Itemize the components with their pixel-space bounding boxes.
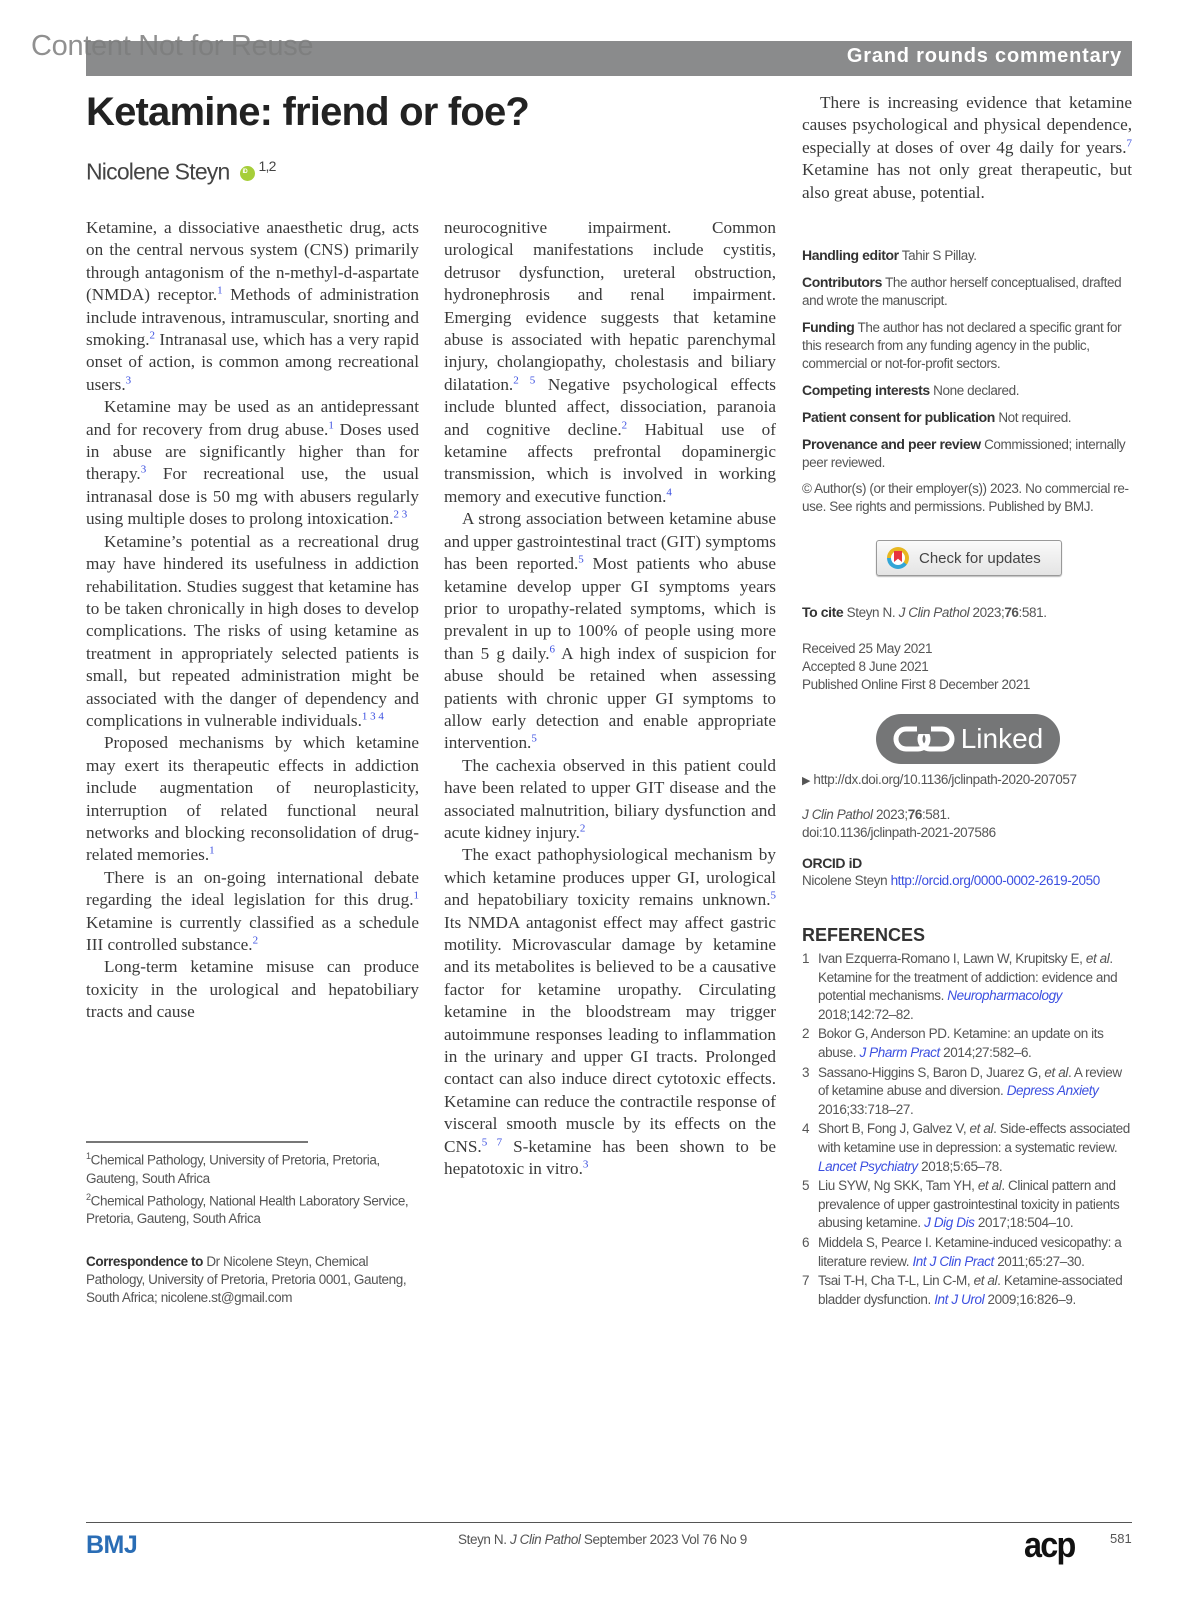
body-paragraph bbox=[86, 732, 419, 866]
orcid-icon[interactable] bbox=[240, 166, 255, 181]
footer-issue: September 2023 Vol 76 No 9 bbox=[580, 1532, 747, 1547]
meta-competing-interests bbox=[802, 381, 1132, 400]
meta-text: The author has not declared a specific grant for this research from any funding agency in the public, commercial or not-for-profit sectors. bbox=[802, 320, 1122, 371]
citation-link[interactable]: 1 bbox=[413, 889, 419, 902]
meta-label: Patient consent for publication bbox=[802, 409, 995, 425]
reference-journal-link[interactable]: Int J Clin Pract bbox=[912, 1253, 994, 1269]
linked-doi-link[interactable]: http://dx.doi.org/10.1136/jclinpath-2020-207057 bbox=[813, 772, 1077, 787]
citation-block bbox=[802, 603, 1132, 622]
body-text: There is increasing evidence that ketamine causes psychological and physical dependence, especially at doses of over 4g daily for years. bbox=[802, 93, 1132, 157]
reference-text: Ivan Ezquerra-Romano I, Lawn W, Krupitsky E, et al. Ketamine for the treatment of addiction: evidence and potential mechanisms. Neuropharmacology 2018;142:72–82. bbox=[818, 951, 1118, 1022]
citation-link[interactable]: 4 bbox=[666, 486, 672, 499]
orcid-block bbox=[802, 854, 1132, 890]
citation-link[interactable]: 1 bbox=[209, 844, 215, 857]
body-text: The exact pathophysiological mechanism by which ketamine produces upper GI, urological and hepatobiliary toxicity remains unknown. bbox=[444, 845, 776, 910]
body-text: Ketamine may be used as an antidepressant and for recovery from drug abuse. bbox=[86, 397, 419, 439]
affiliations bbox=[86, 1147, 416, 1228]
reference-journal-link[interactable]: Neuropharmacology bbox=[947, 988, 1063, 1004]
crossmark-icon bbox=[887, 547, 909, 569]
citation-link[interactable]: 5 bbox=[531, 732, 537, 745]
affiliation-text: Chemical Pathology, National Health Laboratory Service, Pretoria, Gauteng, South Africa bbox=[86, 1193, 409, 1226]
reference-item bbox=[802, 1272, 1132, 1309]
orcid-link[interactable]: http://orcid.org/0000-0002-2619-2050 bbox=[890, 873, 1100, 888]
footer-divider bbox=[86, 1522, 1132, 1523]
author-affiliation-refs: 1,2 bbox=[258, 158, 276, 174]
bmj-logo: BMJ bbox=[86, 1531, 138, 1559]
article-doi: doi:10.1136/jclinpath-2021-207586 bbox=[802, 825, 996, 840]
citation-link[interactable]: 1 bbox=[217, 284, 223, 297]
reference-item bbox=[802, 1234, 1132, 1271]
check-for-updates-label: Check for updates bbox=[919, 549, 1041, 567]
footer-author: Steyn N. bbox=[458, 1532, 510, 1547]
body-text: Long-term ketamine misuse can produce toxicity in the urological and hepatobiliary tracts and cause bbox=[86, 957, 419, 1022]
citation-link[interactable]: 2 bbox=[579, 822, 586, 835]
reference-number: 4 bbox=[802, 1121, 810, 1137]
meta-label: Funding bbox=[802, 319, 855, 335]
citation-link[interactable]: 5 bbox=[578, 553, 584, 566]
body-paragraph bbox=[444, 844, 776, 1180]
reference-journal-link[interactable]: Depress Anxiety bbox=[1006, 1083, 1099, 1099]
reference-text: Tsai T-H, Cha T-L, Lin C-M, et al. Ketamine-associated bladder dysfunction. Int J Urol 2009;16:826–9. bbox=[818, 1273, 1123, 1307]
body-paragraph bbox=[444, 755, 776, 845]
body-text: Habitual use of ketamine affects prefrontal dopaminergic transmission, which is involved in working memory and executive function. bbox=[444, 419, 776, 506]
footnote-divider bbox=[86, 1141, 308, 1143]
citation-link[interactable]: 5 7 bbox=[481, 1135, 503, 1148]
watermark: Content Not for Reuse bbox=[31, 30, 314, 62]
meta-handling-editor bbox=[802, 246, 1132, 265]
cite-page: :581. bbox=[1018, 605, 1047, 620]
body-paragraph bbox=[86, 531, 419, 733]
cite-volume: 76 bbox=[1004, 605, 1019, 620]
linked-label: Linked bbox=[960, 723, 1044, 754]
author-name: Nicolene Steyn bbox=[86, 158, 230, 185]
body-text: A strong association between ketamine abuse and upper gastrointestinal tract (GIT) symptoms has been reported. bbox=[444, 509, 776, 574]
reference-number: 5 bbox=[802, 1178, 810, 1194]
cite-author: Steyn N. bbox=[846, 605, 896, 620]
meta-label: Contributors bbox=[802, 274, 882, 290]
citation-link[interactable]: 6 bbox=[549, 642, 556, 655]
acp-logo: acp bbox=[1024, 1524, 1075, 1565]
journal-name: J Clin Pathol bbox=[802, 807, 873, 822]
citation-link[interactable]: 2 bbox=[149, 329, 156, 342]
reference-number: 1 bbox=[802, 951, 810, 966]
accepted-date: Accepted 8 June 2021 bbox=[802, 659, 929, 674]
published-date: Published Online First 8 December 2021 bbox=[802, 677, 1030, 692]
reference-text: Short B, Fong J, Galvez V, et al. Side-effects associated with ketamine use in depression: a systematic review. Lancet Psychiatry 2018;5:65–78. bbox=[818, 1121, 1130, 1174]
body-text: Ketamine is currently classified as a schedule III controlled substance. bbox=[86, 912, 419, 954]
reference-journal-link[interactable]: J Pharm Pract bbox=[859, 1044, 940, 1060]
journal-reference bbox=[802, 806, 1132, 842]
body-text: For recreational use, the usual intranasal dose is 50 mg with abusers regularly using multiple doses to prolong intoxication. bbox=[86, 464, 419, 529]
chain-link-icon bbox=[893, 726, 955, 752]
body-column-2 bbox=[444, 217, 776, 1180]
meta-label: Competing interests bbox=[802, 382, 930, 398]
reference-text: Bokor G, Anderson PD. Ketamine: an update on its abuse. J Pharm Pract 2014;27:582–6. bbox=[818, 1026, 1104, 1060]
reference-item bbox=[802, 1025, 1132, 1062]
journal-page: :581. bbox=[921, 807, 950, 822]
reference-journal-link[interactable]: Int J Urol bbox=[934, 1291, 985, 1307]
affiliation-item bbox=[86, 1147, 416, 1188]
citation-link[interactable]: 2 bbox=[621, 418, 628, 431]
meta-provenance bbox=[802, 435, 1132, 472]
reference-number: 6 bbox=[802, 1234, 810, 1250]
citation-link[interactable]: 2 bbox=[252, 934, 259, 947]
citation-link[interactable]: 2 5 bbox=[513, 374, 536, 387]
body-text: Ketamine has not only great therapeutic, but also great abuse, potential. bbox=[802, 160, 1132, 202]
correspondence bbox=[86, 1253, 416, 1307]
body-paragraph bbox=[86, 396, 419, 530]
affiliation-item bbox=[86, 1188, 416, 1229]
linked-badge[interactable] bbox=[876, 714, 1060, 764]
check-for-updates-button[interactable] bbox=[876, 540, 1062, 576]
citation-link[interactable]: 3 bbox=[140, 463, 147, 476]
reference-number: 3 bbox=[802, 1064, 810, 1080]
reference-number: 2 bbox=[802, 1026, 810, 1042]
reference-text: Liu SYW, Ng SKK, Tam YH, et al. Clinical pattern and prevalence of upper gastrointestinal toxicity in patients abusing ketamine. J Dig Dis 2017;18:504–10. bbox=[818, 1178, 1120, 1231]
journal-year: 2023; bbox=[872, 807, 908, 822]
triangle-right-icon: ▶ bbox=[802, 775, 811, 787]
citation-link[interactable]: 1 3 4 bbox=[361, 710, 384, 723]
reference-item bbox=[802, 1177, 1132, 1233]
body-text: neurocognitive impairment. Common urological manifestations include cystitis, detrusor dysfunction, ureteral obstruction, hydronephrosis and renal impairment. Emerging evidence suggests that ketamine abuse is associated with hepatic parenchymal injury, cholangiopathy, cholestasis and biliary dilatation. bbox=[444, 218, 776, 394]
body-paragraph bbox=[444, 508, 776, 754]
linked-article bbox=[802, 771, 1132, 790]
body-text: Most patients who abuse ketamine develop upper GI symptoms years prior to uropathy-related symptoms, which is prevalent in up to 100% of people using more than 5 g daily. bbox=[444, 554, 776, 663]
cite-label: To cite bbox=[802, 604, 844, 620]
body-paragraph bbox=[86, 867, 419, 957]
body-text: S-ketamine has been shown to be hepatotoxic in vitro. bbox=[444, 1136, 777, 1179]
correspondence-text: Dr Nicolene Steyn, Chemical Pathology, University of Pretoria, Pretoria 0001, Gauteng, South Africa; nicolene.st@gmail.com bbox=[86, 1254, 407, 1305]
body-text: There is an on-going international debate regarding the ideal legislation for this drug. bbox=[86, 867, 419, 910]
author-line bbox=[86, 158, 276, 186]
citation-link[interactable]: 1 bbox=[328, 418, 334, 431]
cite-journal: J Clin Pathol bbox=[898, 605, 970, 620]
footer-journal: J Clin Pathol bbox=[509, 1532, 581, 1547]
citation-link[interactable]: 7 bbox=[1126, 137, 1132, 150]
meta-text: Not required. bbox=[998, 410, 1072, 425]
journal-volume: 76 bbox=[907, 807, 922, 822]
body-paragraph bbox=[86, 217, 419, 396]
meta-text: None declared. bbox=[933, 383, 1020, 398]
citation-link[interactable]: 3 bbox=[125, 374, 132, 387]
copyright-notice: © Author(s) (or their employer(s)) 2023. No commercial re-use. See rights and permissions. Published by BMJ. bbox=[802, 481, 1129, 514]
meta-label: Handling editor bbox=[802, 247, 899, 263]
correspondence-label: Correspondence to bbox=[86, 1254, 203, 1269]
body-column-3 bbox=[802, 92, 1132, 204]
reference-text: Middela S, Pearce I. Ketamine-induced vesicopathy: a literature review. Int J Clin Pract 2011;65:27–30. bbox=[818, 1234, 1122, 1269]
body-paragraph bbox=[802, 92, 1132, 204]
body-text: Negative psychological effects include blunted affect, dissociation, paranoia and cognitive decline. bbox=[444, 374, 776, 439]
meta-funding bbox=[802, 318, 1132, 373]
body-paragraph bbox=[444, 217, 776, 508]
body-text: Intranasal use, which has a very rapid onset of action, is common among recreational users. bbox=[86, 330, 419, 394]
cite-year: 2023; bbox=[972, 605, 1005, 620]
meta-text: The author herself conceptualised, drafted and wrote the manuscript. bbox=[802, 275, 1122, 308]
body-text: Its NMDA antagonist effect may affect gastric motility. Microvascular damage by ketamine and its metabolites is believed to be a causative factor for ketamine uropathy. Circulating ketamine in the bloodstream may trigger autoimmune responses leading to inflammation in the urinary and upper GI tracts. Prolonged contact can also induce direct cytotoxic effects. Ketamine can reduce the contractile response of visceral smooth muscle by its effects on the CNS. bbox=[444, 912, 776, 1156]
footer-citation bbox=[458, 1532, 747, 1547]
reference-text: Sassano-Higgins S, Baron D, Juarez G, et al. A review of ketamine abuse and diversion. Depress Anxiety 2016;33:718–27. bbox=[818, 1064, 1122, 1117]
received-date: Received 25 May 2021 bbox=[802, 641, 933, 656]
orcid-name: Nicolene Steyn bbox=[802, 873, 888, 888]
article-metadata bbox=[802, 246, 1132, 524]
reference-item bbox=[802, 1120, 1132, 1176]
affiliation-number: 2 bbox=[86, 1191, 91, 1202]
reference-journal-link[interactable]: Lancet Psychiatry bbox=[818, 1158, 918, 1174]
orcid-heading: ORCID iD bbox=[802, 855, 862, 871]
affiliation-text: Chemical Pathology, University of Pretoria, Pretoria, Gauteng, South Africa bbox=[86, 1152, 380, 1186]
references-heading: REFERENCES bbox=[802, 925, 926, 945]
body-text: Proposed mechanisms by which ketamine may exert its therapeutic effects in addiction include augmentation of neuroplasticity, interruption of related functional neural networks and blocking reconsolidation of drug-related memories. bbox=[86, 733, 419, 865]
body-text: Methods of administration include intravenous, intramuscular, snorting and smoking. bbox=[86, 285, 419, 350]
body-paragraph bbox=[86, 956, 419, 1023]
body-text: Ketamine’s potential as a recreational drug may have hindered its usefulness in addiction rehabilitation. Studies suggest that ketamine has to be taken chronically in high doses to develop complications. The risks of using ketamine as treatment in appropriately selected patients is small, but repeated administration might be associated with the danger of dependency and complications in vulnerable individuals. bbox=[86, 531, 419, 730]
meta-patient-consent bbox=[802, 408, 1132, 427]
affiliation-number: 1 bbox=[86, 1151, 91, 1161]
article-title: Ketamine: friend or foe? bbox=[86, 90, 530, 134]
reference-journal-link[interactable]: J Dig Dis bbox=[924, 1215, 975, 1231]
body-text: Doses used in abuse are significantly higher than for therapy. bbox=[86, 419, 419, 484]
reference-number: 7 bbox=[802, 1273, 810, 1289]
citation-link[interactable]: 2 3 bbox=[393, 508, 408, 521]
reference-item bbox=[802, 950, 1132, 1024]
meta-contributors bbox=[802, 273, 1132, 310]
body-column-1 bbox=[86, 217, 419, 1024]
meta-text: Tahir S Pillay. bbox=[901, 248, 977, 263]
section-label: Grand rounds commentary bbox=[846, 45, 1122, 67]
body-text: Ketamine, a dissociative anaesthetic drug, acts on the central nervous system (CNS) primarily through antagonism of the n-methyl-d-aspartate (NMDA) receptor. bbox=[86, 218, 419, 305]
citation-link[interactable]: 5 bbox=[770, 889, 776, 902]
article-dates bbox=[802, 640, 1132, 694]
body-text: The cachexia observed in this patient could have been related to upper GIT disease and the associated malnutrition, biliary dysfunction and acute kidney injury. bbox=[444, 755, 776, 842]
meta-text: Commissioned; internally peer reviewed. bbox=[802, 437, 1126, 470]
references-list bbox=[802, 950, 1132, 1310]
citation-link[interactable]: 3 bbox=[582, 1158, 589, 1171]
page-number: 581 bbox=[1110, 1531, 1132, 1546]
meta-label: Provenance and peer review bbox=[802, 436, 981, 452]
body-text: A high index of suspicion for abuse should be retained when assessing patients with chronic upper GI symptoms to allow early detection and enable appropriate intervention. bbox=[444, 643, 777, 753]
reference-item bbox=[802, 1064, 1132, 1120]
